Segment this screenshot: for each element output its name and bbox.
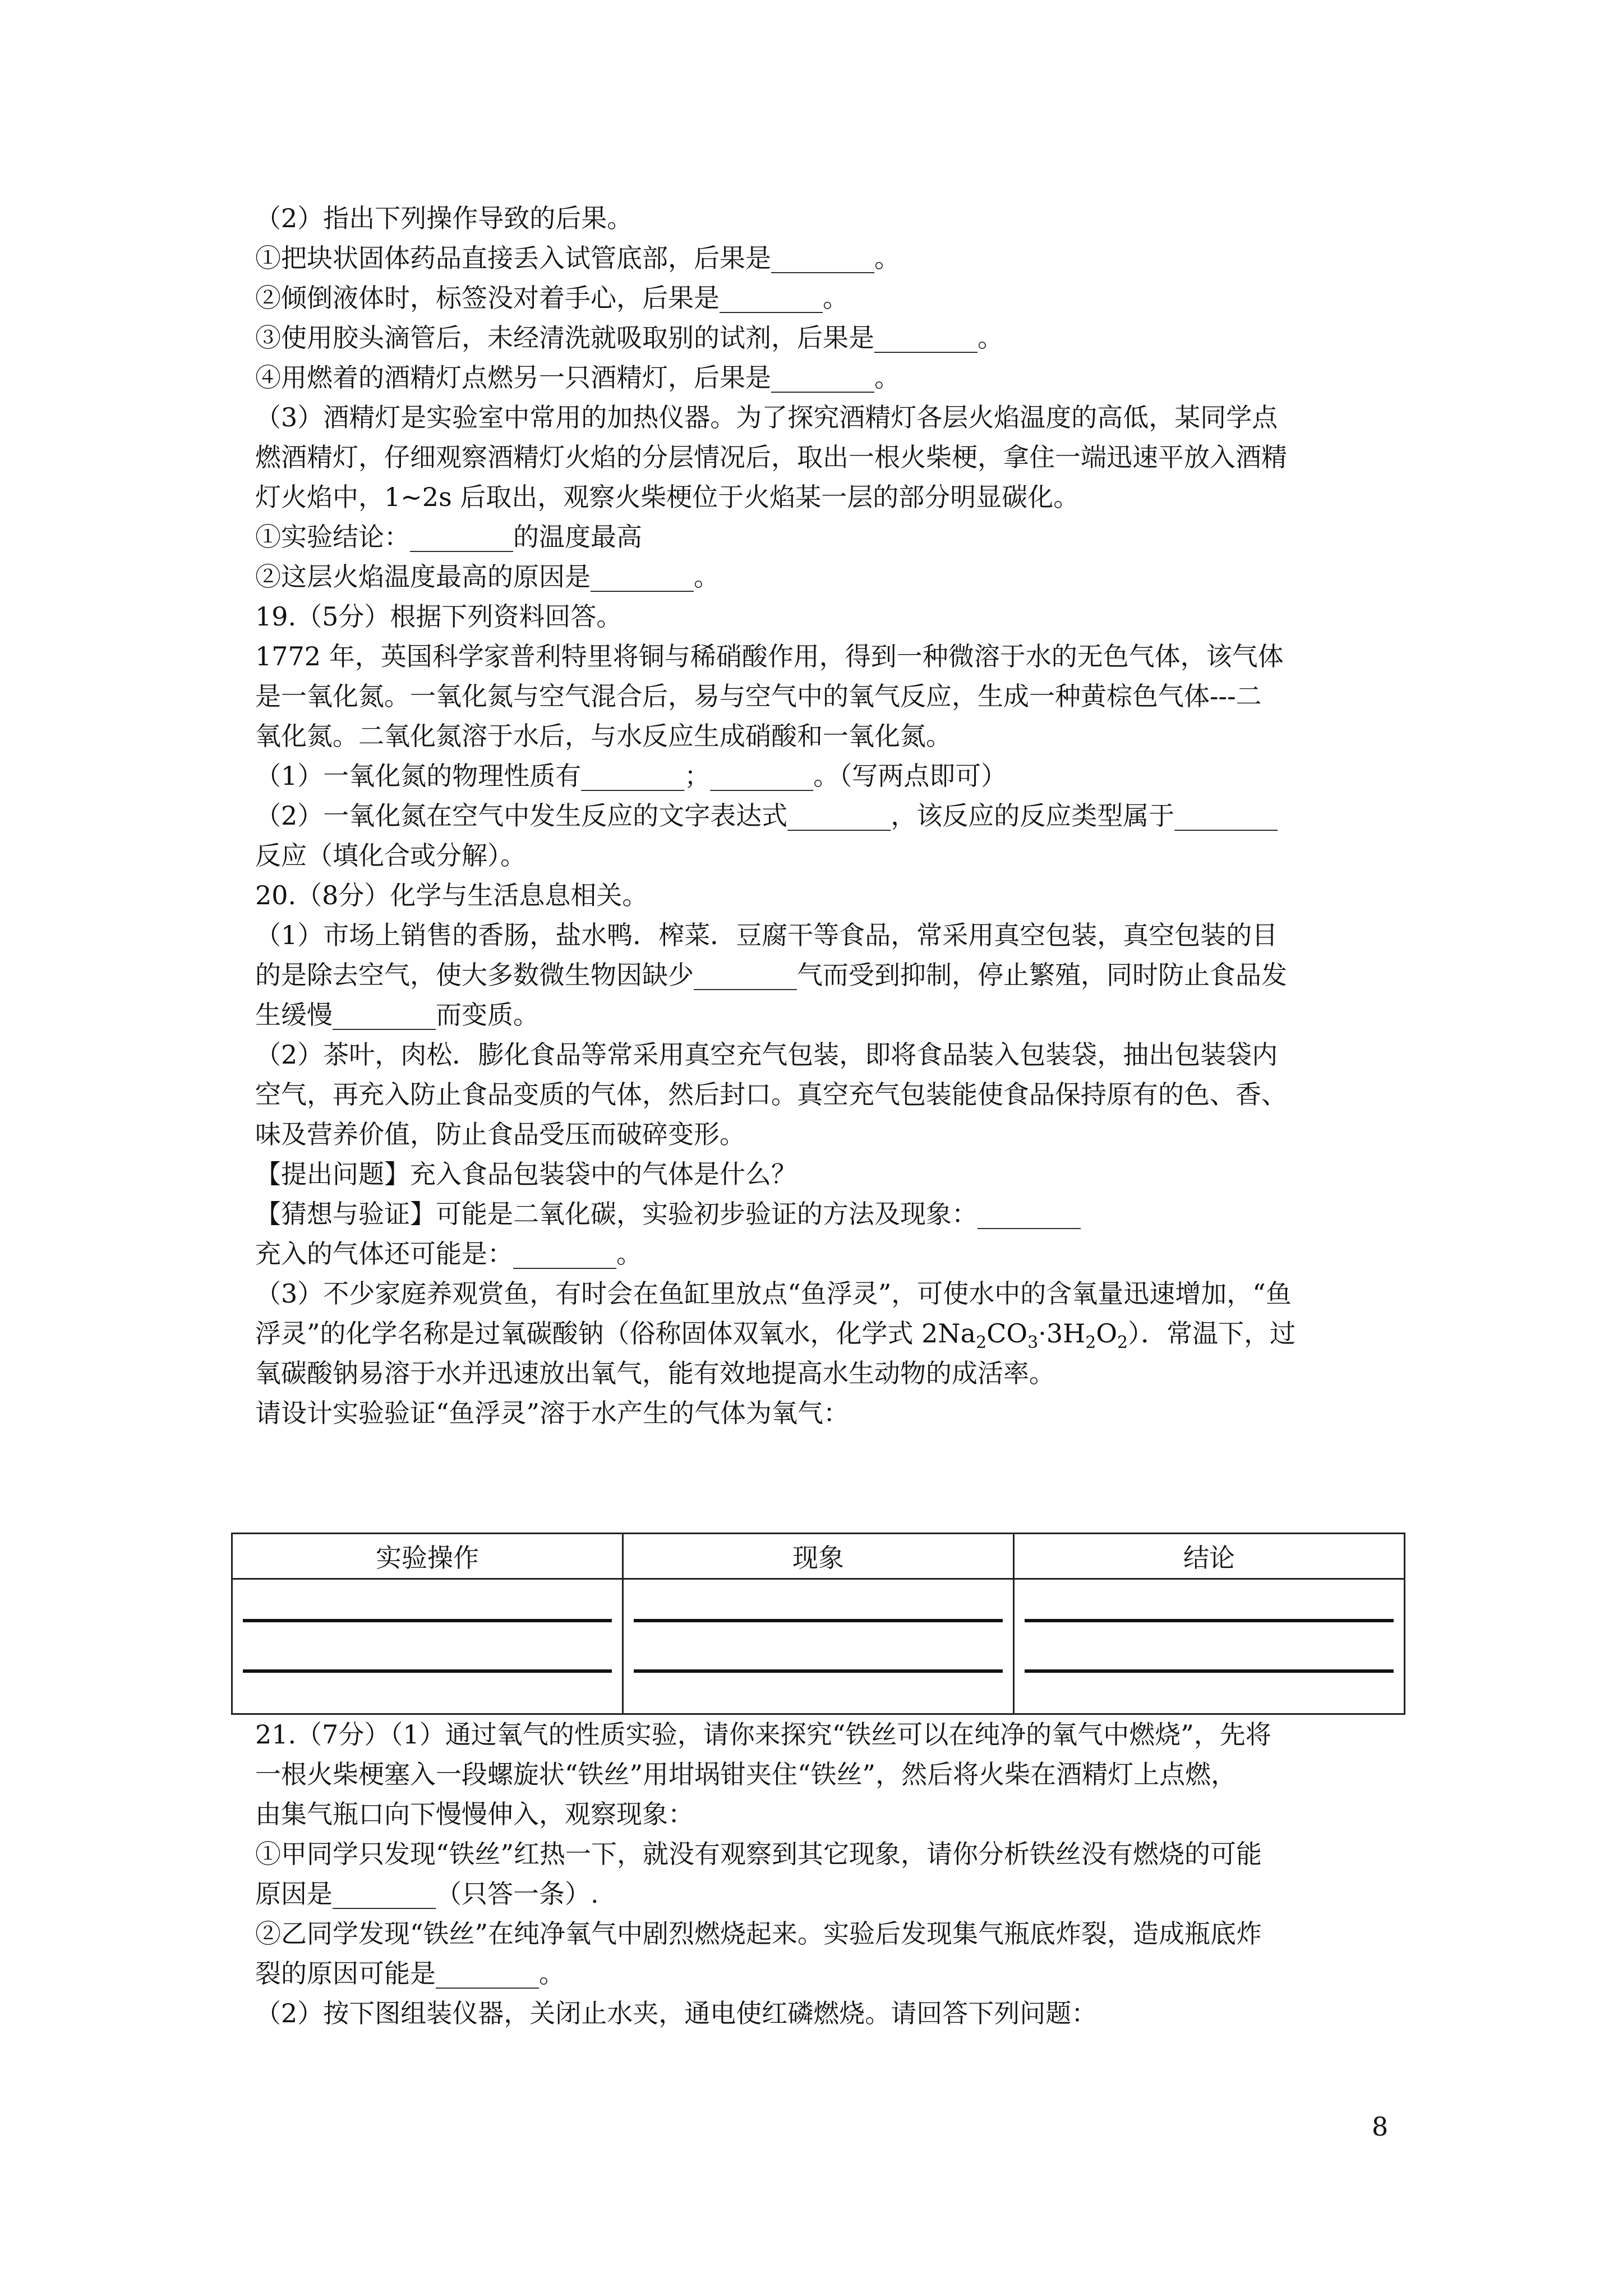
table-header-phenomenon: 现象 [623, 1534, 1014, 1579]
experiment-table [231, 1533, 1405, 1715]
text-line: （2）茶叶，肉松．膨化食品等常采用真空充气包装，即将食品装入包装袋，抽出包装袋内 [255, 1039, 1278, 1070]
content-bottom [255, 1715, 1394, 2033]
text-line: （1）市场上销售的香肠，盐水鸭．榨菜．豆腐干等食品，常采用真空包装，真空包装的目 [255, 920, 1278, 950]
text-line: 燃酒精灯，仔细观察酒精灯火焰的分层情况后，取出一根火柴梗，拿住一端迅速平放入酒精 [255, 442, 1287, 472]
table-cell-phenomenon[interactable] [623, 1579, 1014, 1714]
formula-sub: 2 [1117, 1333, 1128, 1353]
question-heading: 20.（8分）化学与生活息息相关。 [255, 880, 648, 910]
text-line: （2）按下图组装仪器，关闭止水夹，通电使红磷燃烧。请回答下列问题： [255, 1998, 1098, 2028]
text-line: ②乙同学发现“铁丝”在纯净氧气中剧烈燃烧起来。实验后发现集气瓶底炸裂，造成瓶底炸 [255, 1918, 1262, 1949]
text-line: 的是除去空气，使大多数微生物因缺少________气而受到抑制，停止繁殖，同时防止食品发 [255, 960, 1287, 990]
formula-line [255, 1314, 1394, 1354]
text-line: 反应（填化合或分解）。 [255, 840, 526, 871]
text-line: 【猜想与验证】可能是二氧化碳，实验初步验证的方法及现象：________ [255, 1199, 1081, 1229]
formula-text: 浮灵”的化学名称是过氧碳酸钠（俗称固体双氧水，化学式 2Na [255, 1318, 976, 1349]
formula-sub: 2 [976, 1333, 987, 1353]
text-line: 空气，再充入防止食品变质的气体，然后封口。真空充气包装能使食品保持原有的色、香、 [255, 1079, 1287, 1110]
answer-line [243, 1669, 612, 1673]
text-line: 裂的原因可能是________。 [255, 1958, 565, 1989]
text-line: 氧化氮。二氧化氮溶于水后，与水反应生成硝酸和一氧化氮。 [255, 721, 952, 751]
text-line: 生缓慢________而变质。 [255, 1000, 539, 1030]
page-number: 8 [1372, 2111, 1389, 2142]
text-line: ②倾倒液体时，标签没对着手心，后果是________。 [255, 283, 849, 313]
formula-text: ·3H [1038, 1318, 1086, 1349]
content-top [255, 199, 1394, 1433]
text-line: （3）酒精灯是实验室中常用的加热仪器。为了探究酒精灯各层火焰温度的高低，某同学点 [255, 402, 1278, 432]
answer-line [634, 1669, 1003, 1673]
table-header-row [232, 1534, 1405, 1579]
table-row [232, 1579, 1405, 1714]
text-line: ①甲同学只发现“铁丝”红热一下，就没有观察到其它现象，请你分析铁丝没有燃烧的可能 [255, 1839, 1262, 1869]
table-cell-operation[interactable] [232, 1579, 623, 1714]
text-line: （1）一氧化氮的物理性质有________；________。（写两点即可） [255, 761, 1007, 791]
text-line: ①实验结论：________的温度最高 [255, 522, 642, 552]
answer-line [1025, 1669, 1394, 1673]
text-line: 由集气瓶口向下慢慢伸入，观察现象： [255, 1799, 694, 1829]
table-cell-conclusion[interactable] [1014, 1579, 1405, 1714]
text-line: 【提出问题】充入食品包装袋中的气体是什么？ [255, 1159, 797, 1189]
text-line: 一根火柴梗塞入一段螺旋状“铁丝”用坩埚钳夹住“铁丝”，然后将火柴在酒精灯上点燃， [255, 1759, 1237, 1789]
text-line: ③使用胶头滴管后，未经清洗就吸取别的试剂，后果是________。 [255, 323, 1003, 353]
formula-sub: 3 [1027, 1333, 1039, 1353]
text-line: ②这层火焰温度最高的原因是________。 [255, 562, 720, 592]
text-line: ①把块状固体药品直接丢入试管底部，后果是________。 [255, 243, 900, 273]
formula-text: ）．常温下，过 [1128, 1318, 1296, 1349]
text-line: 原因是________（只答一条）. [255, 1879, 599, 1909]
table-header-conclusion: 结论 [1014, 1534, 1405, 1579]
text-line: （3）不少家庭养观赏鱼，有时会在鱼缸里放点“鱼浮灵”，可使水中的含氧量迅速增加，“鱼 [255, 1278, 1292, 1309]
text-line: （2）一氧化氮在空气中发生反应的文字表达式________，该反应的反应类型属于________ [255, 800, 1278, 831]
text-line: 请设计实验验证“鱼浮灵”溶于水产生的气体为氧气： [255, 1398, 850, 1428]
text-line: 灯火焰中，1~2s 后取出，观察火柴梗位于火焰某一层的部分明显碳化。 [255, 482, 1080, 512]
formula-text: CO [986, 1318, 1028, 1349]
text-line: 氧碳酸钠易溶于水并迅速放出氧气，能有效地提高水生动物的成活率。 [255, 1358, 1055, 1388]
answer-line [1025, 1619, 1394, 1622]
text-line: （2）指出下列操作导致的后果。 [255, 203, 633, 233]
formula-text: O [1096, 1318, 1118, 1349]
text-line: 1772 年，英国科学家普利特里将铜与稀硝酸作用，得到一种微溶于水的无色气体，该气体 [255, 641, 1284, 671]
answer-line [634, 1619, 1003, 1622]
text-line: 充入的气体还可能是：________。 [255, 1239, 642, 1269]
question-heading: 19.（5分）根据下列资料回答。 [255, 601, 623, 632]
text-line: ④用燃着的酒精灯点燃另一只酒精灯，后果是________。 [255, 362, 900, 393]
answer-line [243, 1619, 612, 1622]
text-line: 味及营养价值，防止食品受压而破碎变形。 [255, 1119, 745, 1149]
experiment-table-grid [231, 1533, 1405, 1715]
question-heading: 21.（7分）（1）通过氧气的性质实验，请你来探究“铁丝可以在纯净的氧气中燃烧”，先将 [255, 1719, 1271, 1750]
formula-sub: 2 [1085, 1333, 1096, 1353]
text-line: 是一氧化氮。一氧化氮与空气混合后，易与空气中的氧气反应，生成一种黄棕色气体---二 [255, 681, 1262, 711]
table-header-operation: 实验操作 [232, 1534, 623, 1579]
